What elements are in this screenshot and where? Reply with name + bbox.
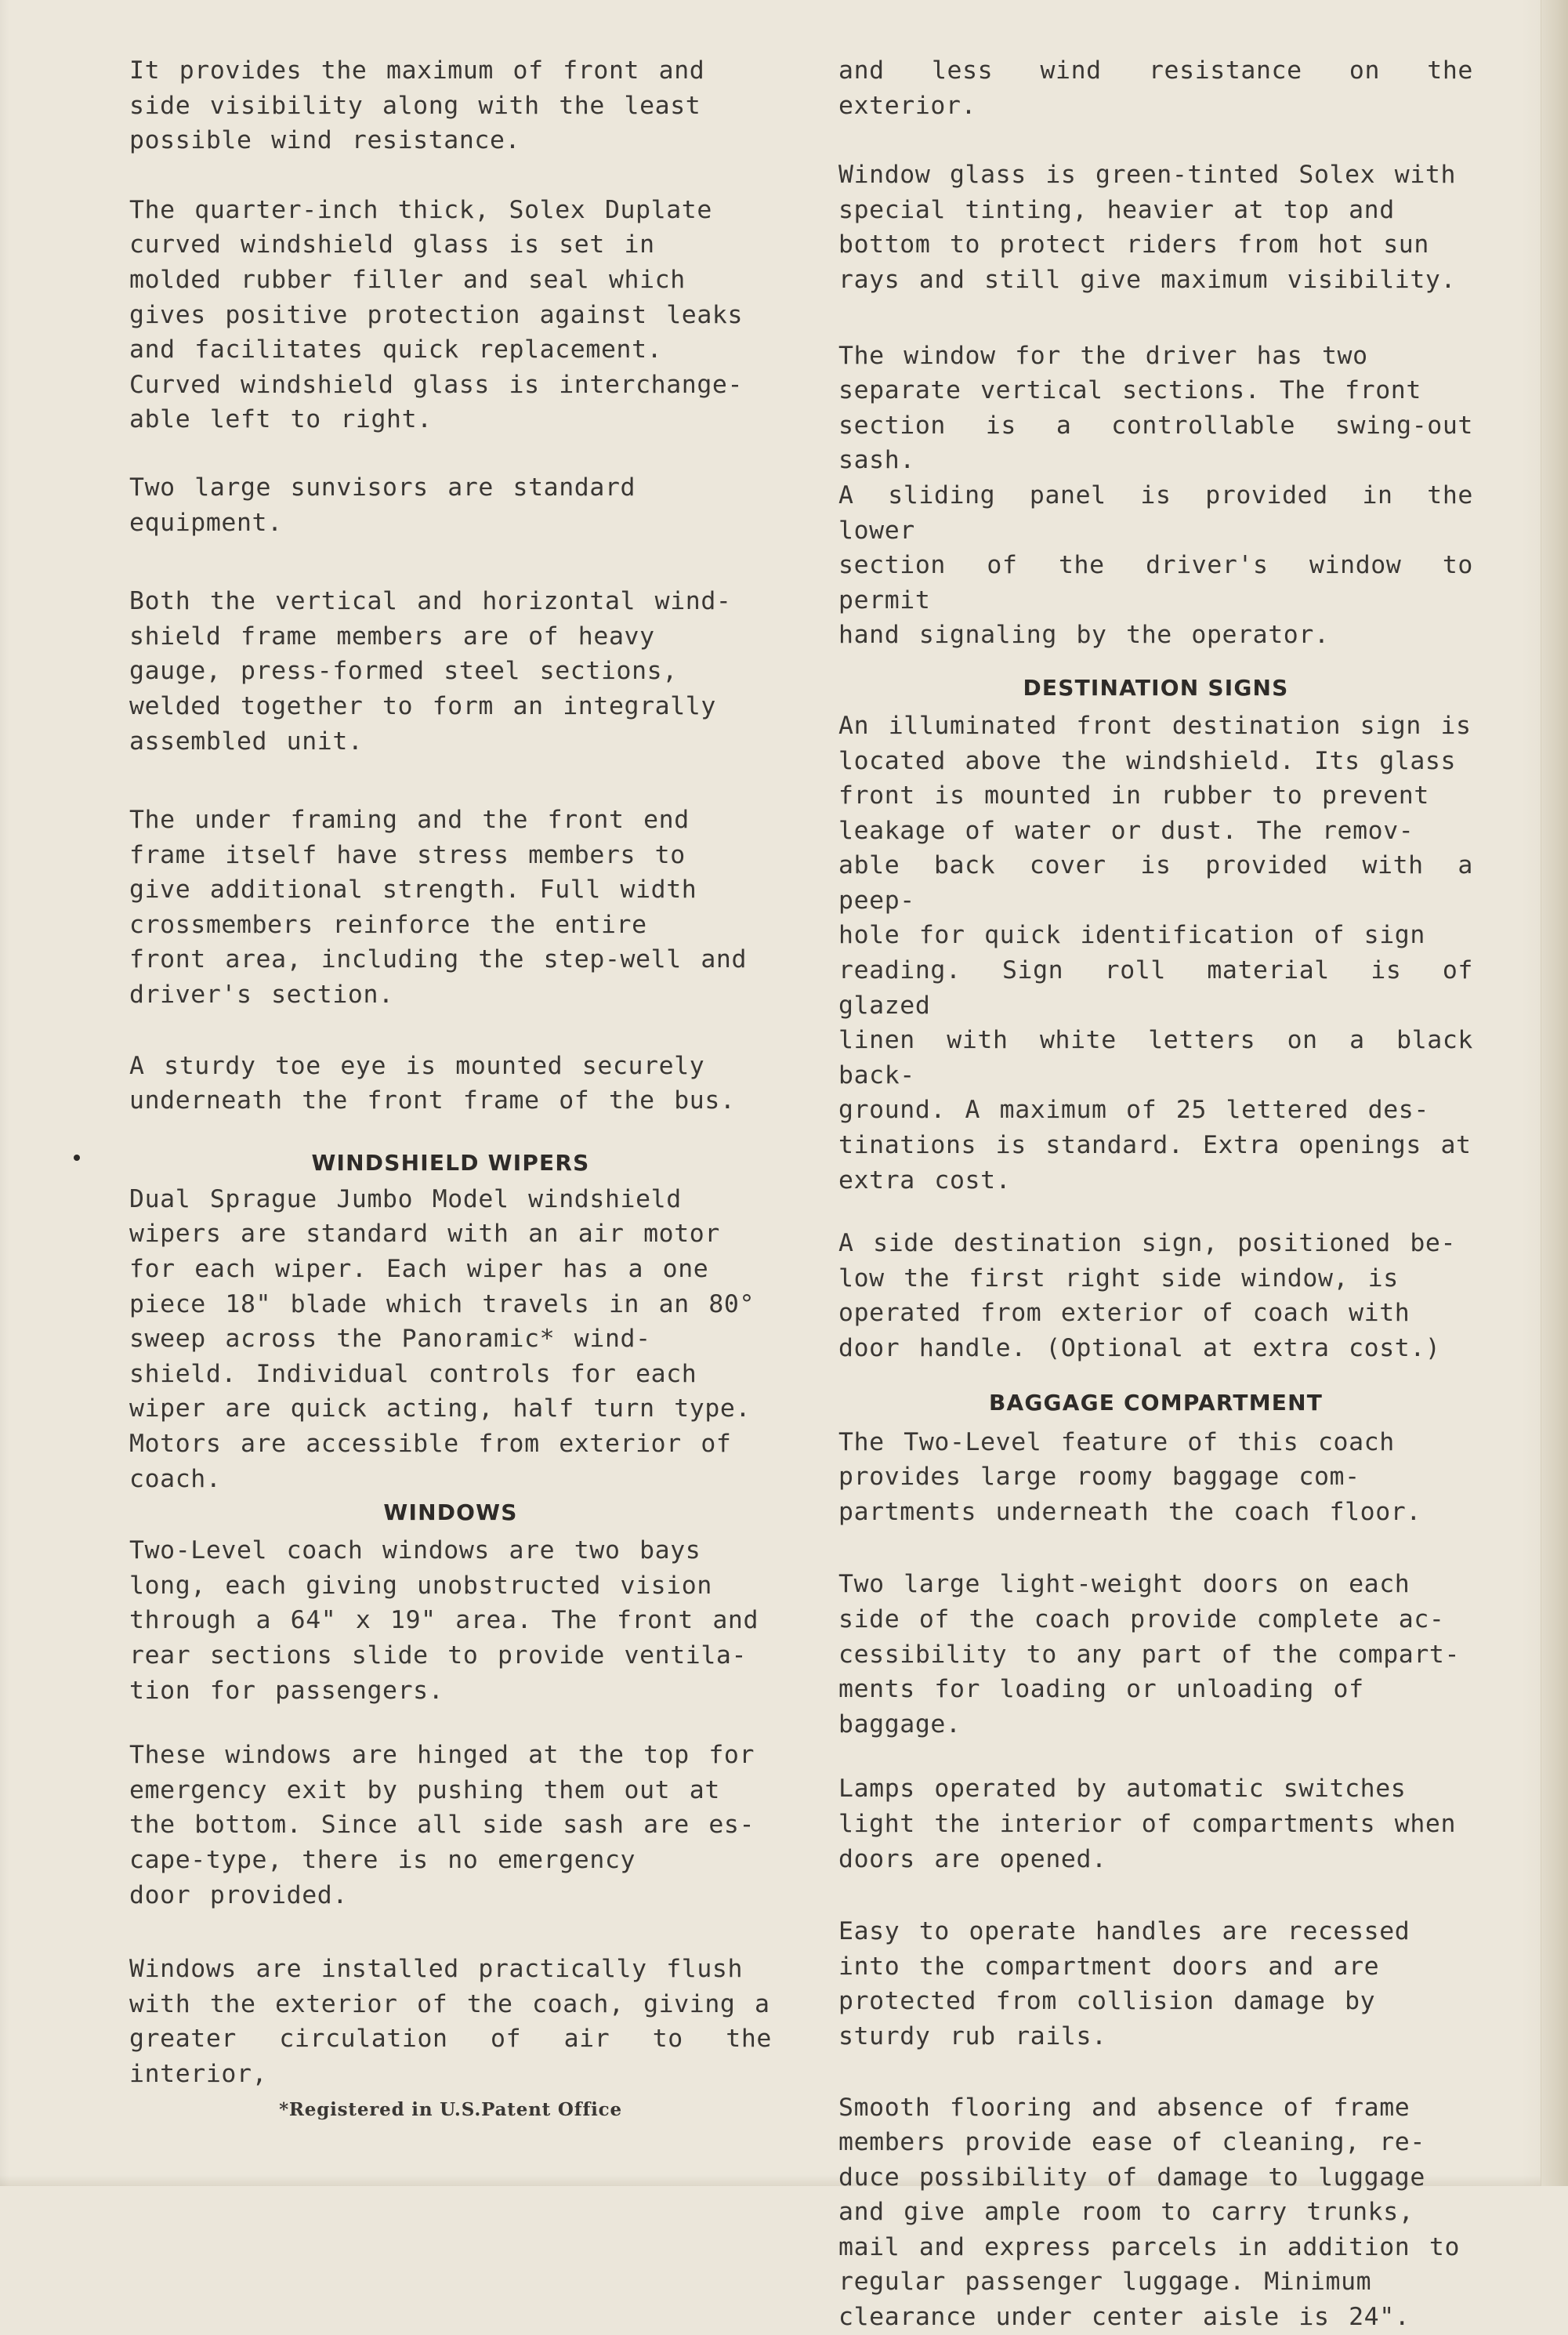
paragraph-baggage-flooring: Smooth flooring and absence of frame members provide ease of cleaning, re- duce possibility of damage to luggage and give ample room to carry trunks, mail and express parcels in addition to regular passenger luggage. Minimum clearance under center aisle is 24". — [838, 2093, 1461, 2332]
paragraph-windshield-frame: Both the vertical and horizontal wind- shield frame members are of heavy gauge, press-formed steel sections, welded together to form an integrally assembled unit. — [129, 587, 732, 756]
paragraph-front-destination-sign: An illuminated front destination sign is located above the windshield. Its glass front is mounted in rubber to prevent leakage of water or dust. The remov- able back cover is provided with a peep- hole for quick identification of sign reading. Sign roll material is of glazed linen with white letters on a black back- ground. A maximum of 25 lettered des- tinations is standard. Extra openings at extra cost. — [838, 711, 1473, 1195]
paragraph-window-glass: Window glass is green-tinted Solex with special tinting, heavier at top and bottom to protect riders from hot sun rays and still give maximum visibility. — [838, 161, 1457, 294]
paragraph-windshield-glass: The quarter-inch thick, Solex Duplate curved windshield glass is set in molded rubber filler and seal which gives positive protection against leaks and facilitates quick replacement. Curved windshield glass is interchange- able left to right. — [129, 195, 744, 434]
page-edge — [1541, 0, 1568, 2186]
paragraph-driver-window: The window for the driver has two separate vertical sections. The front section is a controllable swing-out sash. A sliding panel is provided in the lower section of the driver's window to permit hand signaling by the operator. — [838, 341, 1473, 650]
paragraph-visibility: It provides the maximum of front and side visibility along with the least possible wind resistance. — [129, 56, 705, 155]
paragraph-windows-bays: Two-Level coach windows are two bays long, each giving unobstructed vision through a 64" x 19" area. The front and rear sections slide to provide ventila- tion for passengers. — [129, 1536, 759, 1705]
paragraph-sunvisors: Two large sunvisors are standard equipment. — [129, 473, 636, 537]
right-column — [838, 53, 1473, 2335]
left-column — [129, 53, 772, 2092]
paragraph-baggage-handles: Easy to operate handles are recessed into the compartment doors and are protected from collision damage by sturdy rub rails. — [838, 1917, 1410, 2050]
paragraph-baggage-doors: Two large light-weight doors on each side of the coach provide complete ac- cessibility to any part of the compart- ments for loading or unloading of baggage. — [838, 1570, 1461, 1739]
paragraph-windows-emergency: These windows are hinged at the top for emergency exit by pushing them out at the bottom. Since all side sash are es- cape-type, there is no emergency door provided. — [129, 1741, 755, 1909]
paragraph-windows-flush: Windows are installed practically flush with the exterior of the coach, giving a greater circulation of air to the interior, — [129, 1955, 772, 2088]
heading-baggage-compartment: BAGGAGE COMPARTMENT — [988, 1389, 1324, 1416]
paragraph-side-destination-sign: A side destination sign, positioned be- low the first right side window, is operated from exterior of coach with door handle. (Optional at extra cost.) — [838, 1229, 1457, 1362]
paragraph-baggage-compartments: The Two-Level feature of this coach provides large roomy baggage com- partments underneath the coach floor. — [838, 1427, 1421, 1526]
paragraph-baggage-lamps: Lamps operated by automatic switches light the interior of compartments when doors are opened. — [838, 1775, 1457, 1873]
paragraph-under-framing: The under framing and the front end frame itself have stress members to give additional strength. Full width crossmembers reinforce the entire front area, including the step-well and driver's section. — [129, 806, 748, 1010]
heading-windshield-wipers: WINDSHIELD WIPERS — [311, 1149, 590, 1176]
paragraph-wipers: Dual Sprague Jumbo Model windshield wipers are standard with an air motor for each wiper. Each wiper has a one piece 18" blade which travels in an 80° sweep across the Panoramic* wind- shield. Individual controls for each wiper are quick acting, half turn type. Motors are accessible from exterior of coach. — [129, 1184, 755, 1493]
paragraph-wind-resistance: and less wind resistance on the exterior. — [838, 56, 1473, 120]
patent-footnote: *Registered in U.S.Patent Office — [279, 2099, 622, 2120]
heading-windows: WINDOWS — [383, 1499, 518, 1526]
heading-destination-signs: DESTINATION SIGNS — [1023, 674, 1289, 701]
margin-dot-mark — [74, 1155, 80, 1161]
paragraph-toe-eye: A sturdy toe eye is mounted securely underneath the front frame of the bus. — [129, 1051, 736, 1115]
